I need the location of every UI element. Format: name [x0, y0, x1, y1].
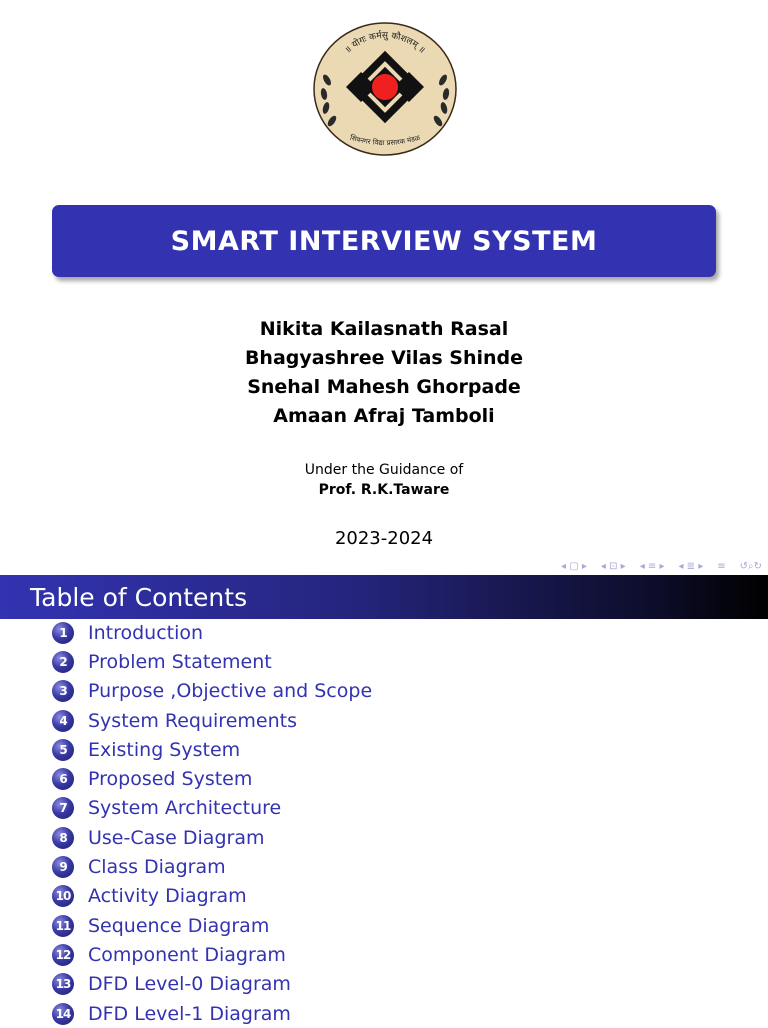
academic-year: 2023-2024: [334, 528, 434, 549]
toc-item-label[interactable]: System Requirements: [88, 709, 297, 732]
toc-item[interactable]: [52, 764, 372, 793]
author-name: Amaan Afraj Tamboli: [273, 405, 495, 427]
frame-nav-icon[interactable]: ◂ ⊡ ▸: [600, 561, 626, 572]
college-logo: [311, 20, 459, 158]
toc-number-ball: 2: [52, 651, 74, 673]
guide-name: Prof. R.K.Taware: [318, 482, 450, 498]
slide-nav-icon[interactable]: ◂ ▢ ▸: [561, 561, 587, 572]
toc-number-ball: 7: [52, 797, 74, 819]
toc-item-label[interactable]: Use-Case Diagram: [88, 826, 265, 849]
toc-number-ball: 9: [52, 856, 74, 878]
toc-number-ball: 6: [52, 768, 74, 790]
author-name: Bhagyashree Vilas Shinde: [244, 347, 524, 369]
beamer-navigation-bar: [561, 561, 762, 572]
toc-item[interactable]: [52, 647, 372, 676]
toc-item[interactable]: [52, 735, 372, 764]
subsection-nav-icon[interactable]: ◂ ≣ ▸: [678, 561, 704, 572]
toc-item-label[interactable]: Proposed System: [88, 768, 253, 791]
toc-number-ball: 14: [52, 1003, 74, 1025]
toc-number-ball: 1: [52, 622, 74, 644]
toc-item[interactable]: [52, 911, 372, 940]
toc-number-ball: 10: [52, 885, 74, 907]
toc-item[interactable]: [52, 794, 372, 823]
toc-title: Table of Contents: [30, 582, 248, 612]
toc-item[interactable]: [52, 852, 372, 881]
toc-item[interactable]: [52, 882, 372, 911]
toc-number-ball: 5: [52, 739, 74, 761]
toc-item[interactable]: [52, 940, 372, 969]
align-icon[interactable]: ≡: [717, 561, 726, 572]
guidance-block: [0, 460, 768, 500]
title-block: [52, 205, 716, 277]
author-name: Nikita Kailasnath Rasal: [259, 318, 509, 340]
author-name: Snehal Mahesh Ghorpade: [247, 376, 521, 398]
logo-bottom-text: शिवनगर विद्या प्रसारक मंडळ: [349, 133, 421, 148]
toc-item[interactable]: [52, 618, 372, 647]
search-icon[interactable]: ↺⌕↻: [739, 561, 762, 572]
toc-number-ball: 12: [52, 944, 74, 966]
toc-item-label[interactable]: DFD Level-0 Diagram: [88, 973, 291, 996]
toc-item-label[interactable]: Existing System: [88, 738, 241, 761]
toc-list: [52, 618, 372, 1028]
toc-item-label[interactable]: Class Diagram: [88, 856, 226, 879]
frame-title-bar: [0, 575, 768, 619]
presentation-title: SMART INTERVIEW SYSTEM: [170, 225, 598, 257]
toc-item-label[interactable]: Purpose ,Objective and Scope: [88, 680, 373, 703]
toc-item-label[interactable]: Introduction: [88, 621, 204, 644]
toc-item[interactable]: [52, 706, 372, 735]
toc-item-label[interactable]: Sequence Diagram: [88, 914, 270, 937]
toc-item[interactable]: [52, 677, 372, 706]
toc-number-ball: 13: [52, 973, 74, 995]
toc-item[interactable]: [52, 823, 372, 852]
toc-number-ball: 4: [52, 710, 74, 732]
toc-number-ball: 3: [52, 680, 74, 702]
toc-number-ball: 8: [52, 827, 74, 849]
toc-item-label[interactable]: Activity Diagram: [88, 885, 247, 908]
toc-slide: [0, 575, 768, 1024]
guidance-label: Under the Guidance of: [304, 462, 464, 478]
toc-item-label[interactable]: System Architecture: [88, 797, 282, 820]
toc-item-label[interactable]: DFD Level-1 Diagram: [88, 1002, 291, 1025]
toc-item-label[interactable]: Component Diagram: [88, 943, 286, 966]
section-nav-icon[interactable]: ◂ ≡ ▸: [639, 561, 665, 572]
author-list: [0, 315, 768, 431]
toc-number-ball: 11: [52, 915, 74, 937]
toc-item[interactable]: [52, 970, 372, 999]
toc-item-label[interactable]: Problem Statement: [88, 650, 272, 673]
logo-motto: ॥ योगः कर्मसु कौशलम् ॥: [343, 30, 427, 56]
